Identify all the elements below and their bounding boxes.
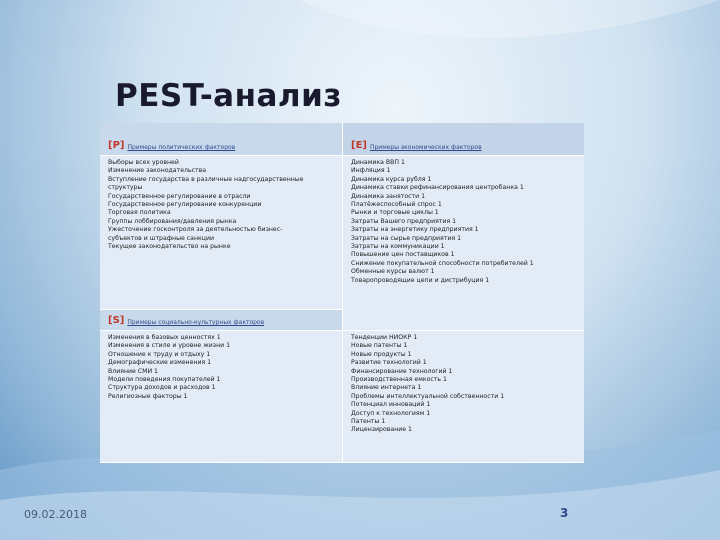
pest-item-p: субъектов и штрафные санкции [108,234,214,242]
pest-item-t: Патенты 1 [351,418,386,426]
pest-item-p: Ужесточение госконтроля за деятельностью бизнес- [108,226,283,234]
pest-item-e: Обменные курсы валют 1 [351,268,435,276]
pest-item-t: Тенденции НИОКР 1 [351,334,418,341]
pest-item-e: Затраты на коммуникации 1 [351,243,445,251]
pest-item-s: Религиозные факторы 1 [108,392,188,400]
pest-tag-s: [S] [108,315,125,326]
pest-body-e [342,156,584,331]
pest-item-t: Новые продукты 1 [351,350,412,358]
pest-item-t: Влияние интернета 1 [351,384,422,392]
pest-list-t [351,334,576,435]
pest-body-p [100,156,342,310]
pest-body-s [100,331,342,463]
pest-list-s [108,334,334,401]
pest-item-e: Динамика ВВП 1 [351,159,405,166]
pest-header-p [100,123,342,156]
pest-item-e: Товаропроводящие цепи и дистрибуция 1 [351,276,490,284]
pest-item-p: Группы лоббирования/давления рынка [108,217,237,225]
pest-item-e: Затраты на энергетику предприятия 1 [351,226,479,234]
pest-item-e: Затраты на сырье предприятия 1 [351,234,462,242]
pest-item-p: структуры [108,184,143,192]
pest-item-e: Платёжеспособный спрос 1 [351,201,442,209]
pest-table [100,123,584,463]
pest-list-e [351,159,576,285]
pest-item-t: Производственная емкость 1 [351,376,447,384]
pest-item-t: Доступ к технологиям 1 [351,409,431,417]
pest-item-s: Изменения в стиле и уровне жизни 1 [108,342,231,350]
pest-item-e: Рынки и торговые циклы 1 [351,209,439,217]
slide-date: 09.02.2018 [24,508,87,521]
pest-item-s: Изменения в базовых ценностях 1 [108,334,221,341]
pest-item-t: Лицензирование 1 [351,426,412,434]
pest-item-e: Затраты Вашего предприятия 1 [351,217,457,225]
pest-item-p: Торговая политика [108,209,171,217]
pest-tag-e: [E] [351,140,367,151]
pest-tag-p: [P] [108,140,125,151]
pest-item-p: Вступление государства в различные надгосударственные [108,175,304,183]
pest-item-t: Развитие технологий 1 [351,359,427,367]
pest-item-s: Влияние СМИ 1 [108,367,158,375]
pest-body-t [342,331,584,463]
pest-item-t: Новые патенты 1 [351,342,408,350]
pest-item-s: Модели поведения покупателей 1 [108,376,221,384]
pest-label-s[interactable]: Примеры социально-культурных факторов [127,319,265,326]
pest-item-p: Текущее законодательство на рынке [108,243,231,251]
pest-header-s [100,310,342,331]
pest-item-e: Динамика ставки рефинансирования центробанка 1 [351,184,524,192]
pest-item-p: Выборы всех уровней [108,159,179,166]
pest-item-e: Снижение покупательной способности потребителей 1 [351,259,534,267]
pest-item-s: Демографические изменения 1 [108,359,212,367]
pest-item-t: Финансирование технологий 1 [351,367,453,375]
pest-item-e: Инфляция 1 [351,167,391,175]
pest-item-t: Потенциал инноваций 1 [351,401,431,409]
pest-item-e: Повышение цен поставщиков 1 [351,251,455,259]
slide-title: PEST-анализ [115,78,342,114]
pest-label-p[interactable]: Примеры политических факторов [127,144,236,151]
pest-item-e: Динамика занятости 1 [351,192,426,200]
pest-item-s: Структура доходов и расходов 1 [108,384,216,392]
pest-label-e[interactable]: Примеры экономических факторов [369,144,482,151]
pest-item-t: Проблемы интеллектуальной собственности 1 [351,392,505,400]
pest-item-p: Изменение законодательства [108,167,207,175]
pest-item-p: Государственное регулирование в отрасли [108,192,251,200]
pest-item-p: Государственное регулирование конкуренции [108,201,262,209]
pest-header-e [342,123,584,156]
pest-item-s: Отношение к труду и отдыху 1 [108,350,211,358]
page-number: 3 [560,506,569,520]
pest-list-p [108,159,334,251]
pest-item-e: Динамика курса рубля 1 [351,175,432,183]
